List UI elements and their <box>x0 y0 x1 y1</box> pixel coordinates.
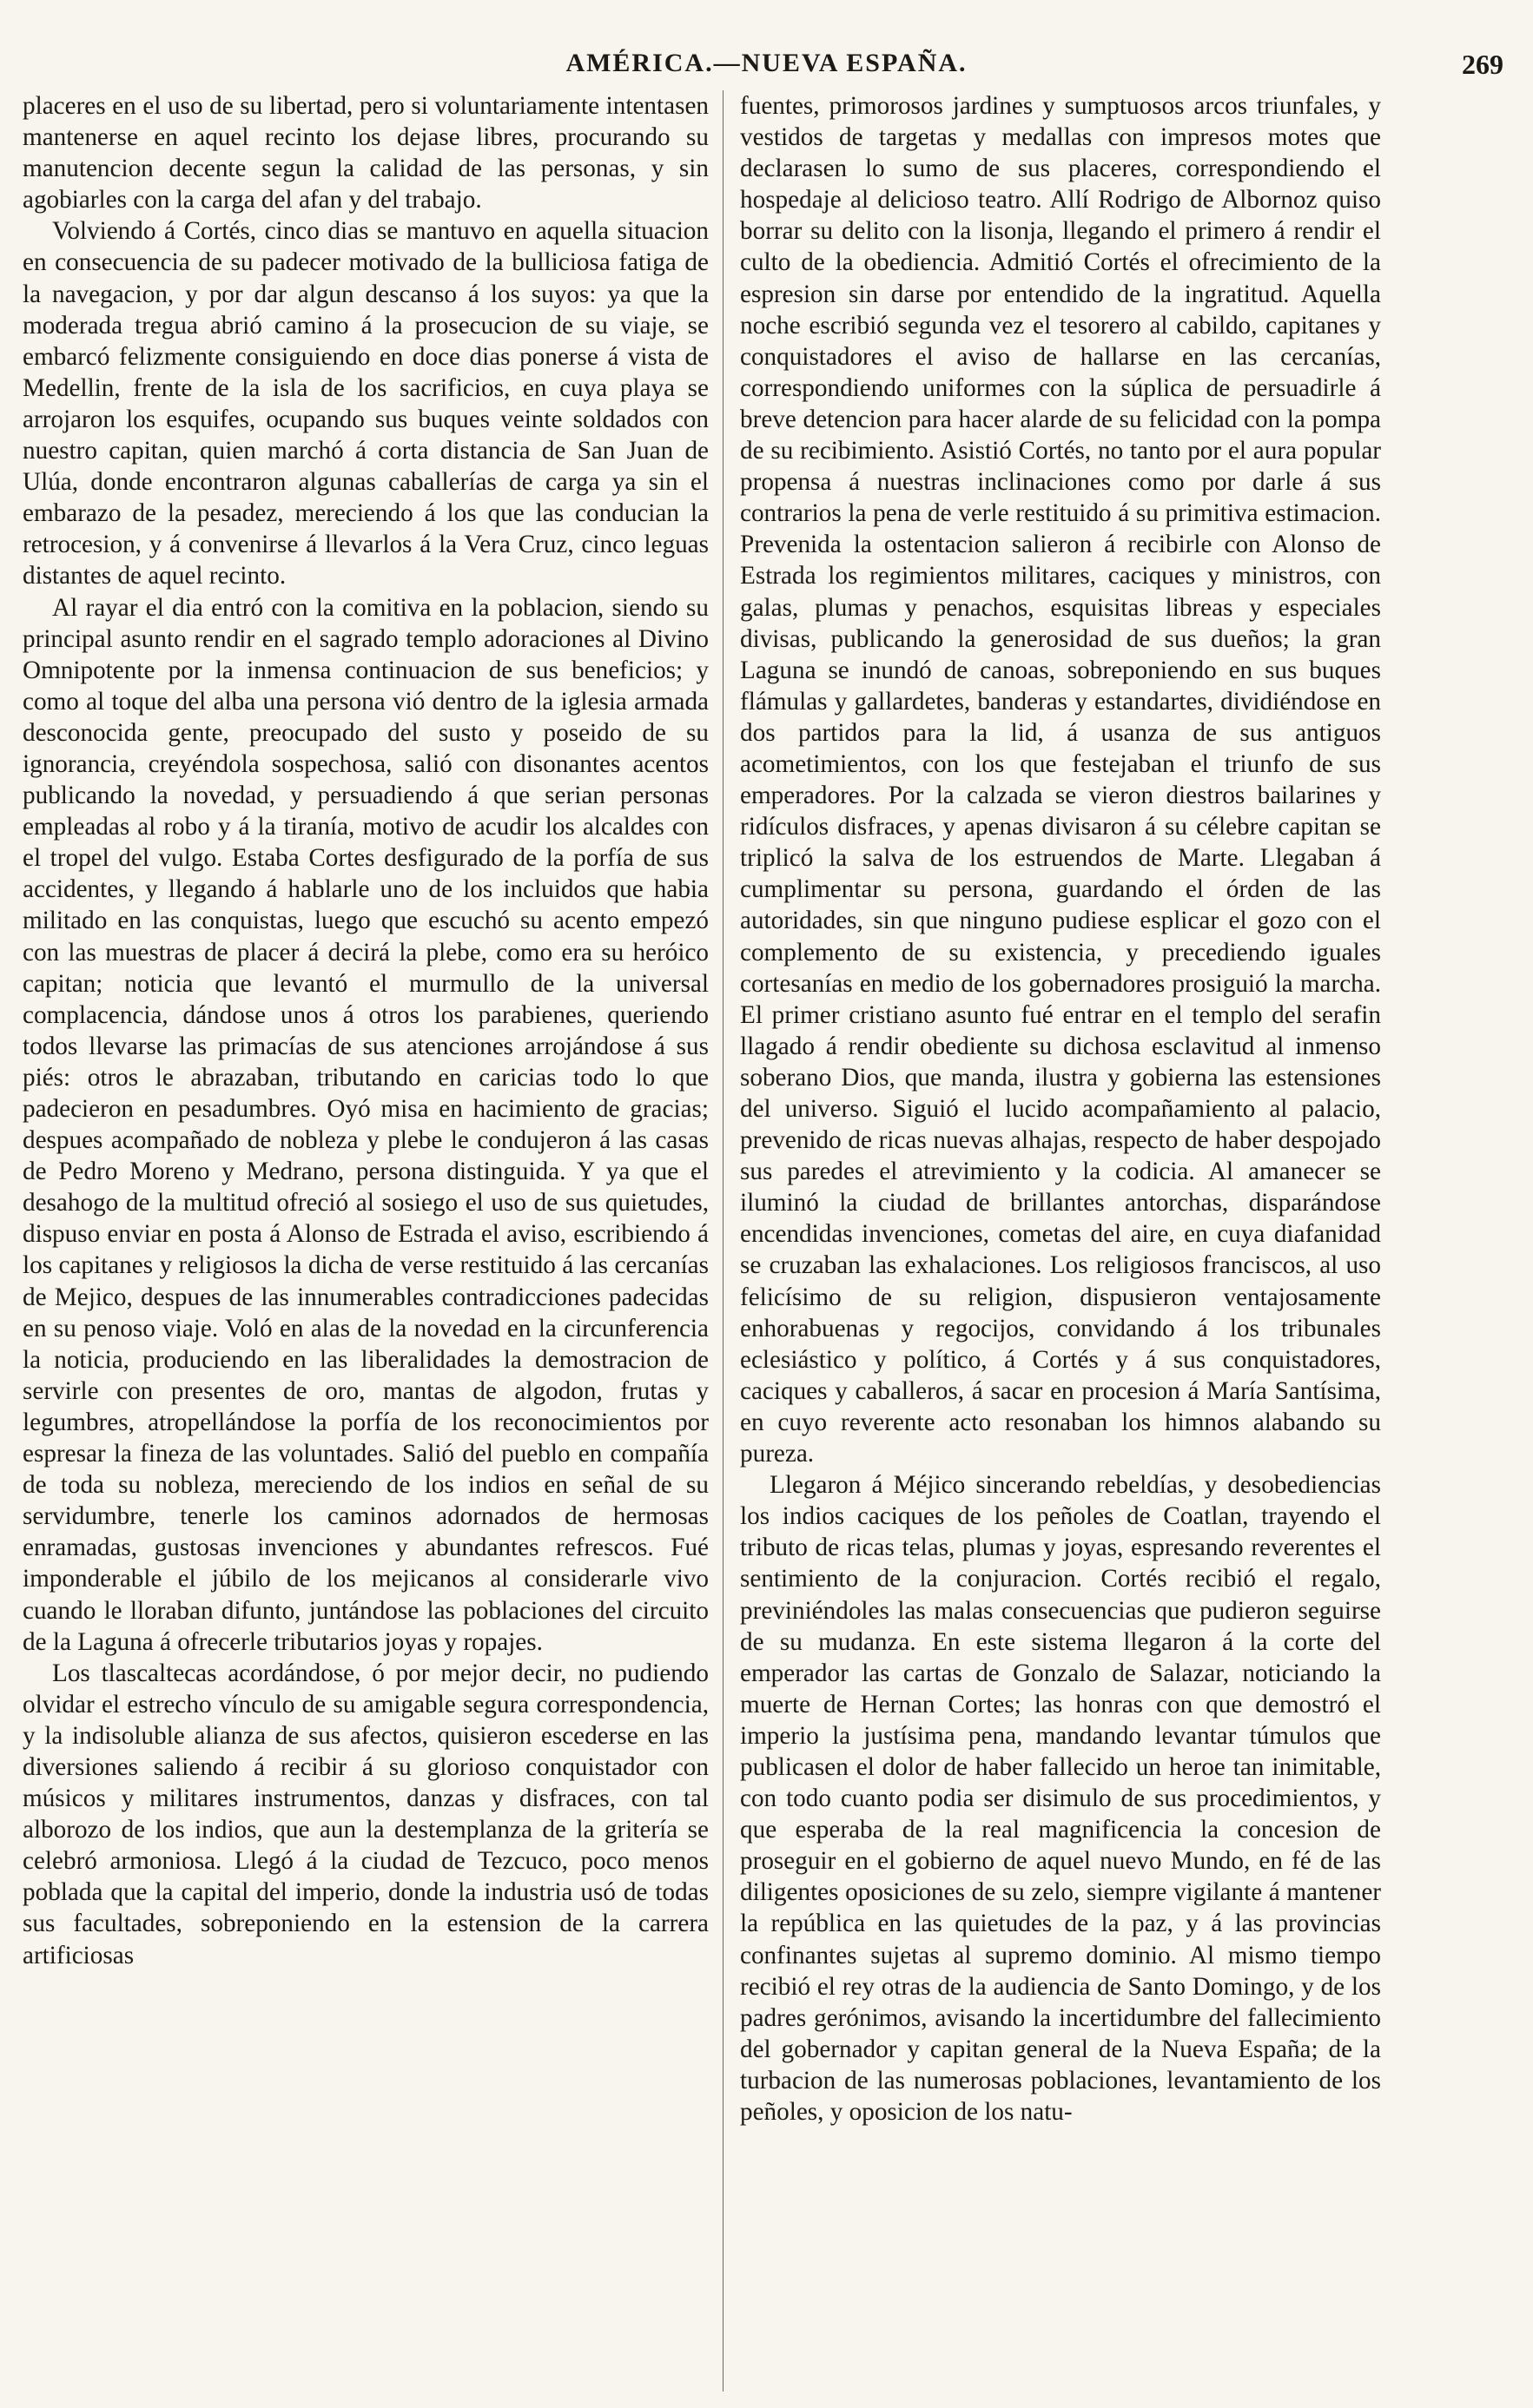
left-column <box>23 90 709 1971</box>
paragraph: placeres en el uso de su libertad, pero si voluntariamente intentasen mantenerse en aquel recinto los dejase libres, procurando su manutencion decente segun la calidad de las personas, y sin agobiarles con la carga del afan y del trabajo. <box>23 92 709 214</box>
paragraph: Los tlascaltecas acordándose, ó por mejor decir, no pudiendo olvidar el estrecho vínculo de su amigable segura correspondencia, y la indisoluble alianza de sus afectos, quisieron escederse en las diversiones saliendo á recibir á su glorioso conquistador con músicos y militares instrumentos, danzas y disfraces, con tal alborozo de los indios, que aun la destemplanza de la gritería se celebró armoniosa. Llegó á la ciudad de Tezcuco, poco menos poblada que la capital del imperio, donde la industria usó de todas sus facultades, sobreponiendo en la estension de la carrera artificiosas <box>23 1659 709 1969</box>
paragraph: Al rayar el dia entró con la comitiva en la poblacion, siendo su principal asunto rendir en el sagrado templo adoraciones al Divino Omnipotente por la inmensa continuacion de sus beneficios; y como al toque del alba una persona vió dentro de la iglesia armada desconocida gente, preocupado del susto y poseido de su ignorancia, creyéndola sospechosa, salió con disonantes acentos publicando la novedad, y persuadiendo á que serian personas empleadas al robo y á la tiranía, motivo de acudir los alcaldes con el tropel del vulgo. Estaba Cortes desfigurado de la porfía de sus accidentes, y llegando á hablarle uno de los incluidos que habia militado en las conquistas, luego que escuchó su acento empezó con las muestras de placer á decirá la plebe, como era su heróico capitan; noticia que levantó el murmullo de la universal complacencia, dándose unos á otros los parabienes, queriendo todos llevarse las primacías de sus atenciones arrojándose á sus piés: otros le abrazaban, tributando en caricias todo lo que padecieron en pesadumbres. Oyó misa en hacimiento de gracias; despues acompañado de nobleza y plebe le condujeron á las casas de Pedro Moreno y Medrano, persona distinguida. Y ya que el desahogo de la multitud ofreció al sosiego el uso de sus quietudes, dispuso enviar en posta á Alonso de Estrada el aviso, escribiendo á los capitanes y religiosos la dicha de verse restituido á las cercanías de Mejico, despues de las innumerables contradicciones padecidas en su penoso viaje. Voló en alas de la novedad en la circunferencia la noticia, produciendo en las liberalidades la demostracion de servirle con presentes de oro, mantas de algodon, frutas y legumbres, atropellándose la porfía de los reconocimientos por espresar la fineza de las voluntades. Salió del pueblo en compañía de toda su nobleza, mereciendo de los indios en señal de su servidumbre, tenerle los caminos adornados de hermosas enramadas, gustosas invenciones y abundantes refrescos. Fué imponderable el júbilo de los mejicanos al considerarle vivo cuando le lloraban difunto, juntándose las poblaciones del circuito de la Laguna á ofrecerle tributarios joyas y ropajes. <box>23 593 709 1656</box>
page-number: 269 <box>1462 49 1503 80</box>
paragraph: Llegaron á Méjico sincerando rebeldías, y desobediencias los indios caciques de los peñoles de Coatlan, trayendo el tributo de ricas telas, plumas y joyas, espresando reverentes el sentimiento de la conjuracion. Cortés recibió el regalo, previniéndoles las malas consecuencias que pudieron seguirse de su mudanza. En este sistema llegaron á la corte del emperador las cartas de Gonzalo de Salazar, noticiando la muerte de Hernan Cortes; las honras con que demostró el imperio la justísima pena, mandando levantar túmulos que publicasen el dolor de haber fallecido un heroe tan inimitable, con todo cuanto podia ser disimulo de sus procedimientos, y que esperaba de la real magnificencia la concesion de proseguir en el gobierno de aquel nuevo Mundo, en fé de las diligentes oposiciones de su zelo, siempre vigilante á mantener la república en las quietudes de la paz, y á las provincias confinantes sujetas al supremo dominio. Al mismo tiempo recibió el rey otras de la audiencia de Santo Domingo, y de los padres gerónimos, avisando la incertidumbre del fallecimiento del gobernador y capitan general de la Nueva España; de la turbacion de las numerosas poblaciones, levantamiento de los peñoles, y oposicion de los natu- <box>740 1471 1381 2126</box>
paragraph: Volviendo á Cortés, cinco dias se mantuvo en aquella situacion en consecuencia de su padecer motivado de la bulliciosa fatiga de la navegacion, y por dar algun descanso á los suyos: ya que la moderada tregua abrió camino á la prosecucion de su viaje, se embarcó felizmente consiguiendo en doce dias ponerse á vista de Medellin, frente de la isla de los sacrificios, en cuya playa se arrojaron los esquifes, ocupando sus buques veinte soldados con nuestro capitan, quien marchó á corta distancia de San Juan de Ulúa, donde encontraron algunas caballerías de carga ya sin el embarazo de la pesadez, mereciendo á los que las conducian la retrocesion, y á convenirse á llevarlos á la Vera Cruz, cinco leguas distantes de aquel recinto. <box>23 217 709 590</box>
column-divider <box>723 90 724 2392</box>
right-column <box>740 90 1381 2128</box>
running-header <box>0 49 1533 87</box>
paragraph: fuentes, primorosos jardines y sumptuosos arcos triunfales, y vestidos de targetas y medallas con impresos motes que declarasen lo sumo de sus placeres, correspondiendo el hospedaje al delicioso teatro. Allí Rodrigo de Albornoz quiso borrar su delito con la lisonja, llegando el primero á rendir el culto de la obediencia. Admitió Cortés el ofrecimiento de la espresion sin darse por entendido de la ingratitud. Aquella noche escribió segunda vez el tesorero al cabildo, capitanes y conquistadores el aviso de hallarse en las cercanías, correspondiendo uniformes con la súplica de persuadirle á breve detencion para hacer alarde de su felicidad con la pompa de su recibimiento. Asistió Cortés, no tanto por el aura popular propensa á nuestras inclinaciones como por darle á sus contrarios la pena de verle restituido á su primitiva estimacion. Prevenida la ostentacion salieron á recibirle con Alonso de Estrada los regimientos militares, caciques y ministros, con galas, plumas y penachos, esquisitas libreas y especiales divisas, publicando la generosidad de sus dueños; la gran Laguna se inundó de canoas, sobreponiendo en sus buques flámulas y gallardetes, banderas y estandartes, dividiéndose en dos partidos para la lid, á usanza de sus antiguos acometimientos, con los que festejaban el triunfo de sus emperadores. Por la calzada se vieron diestros bailarines y ridículos disfraces, y apenas divisaron á su célebre capitan se triplicó la salva de los estruendos de Marte. Llegaban á cumplimentar su persona, guardando el órden de las autoridades, sin que ninguno pudiese esplicar el gozo con el complemento de su existencia, y precediendo iguales cortesanías en medio de los gobernadores prosiguió la marcha. El primer cristiano asunto fué entrar en el templo del serafin llagado á rendir obediente su dichosa esclavitud al inmenso soberano Dios, que manda, ilustra y gobierna las estensiones del universo. Siguió el lucido acompañamiento al palacio, prevenido de ricas nuevas alhajas, respecto de haber despojado sus paredes el atrevimiento y la codicia. Al amanecer se iluminó la ciudad de brillantes antorchas, disparándose encendidas invenciones, cometas del aire, en cuya diafanidad se cruzaban las exhalaciones. Los religiosos franciscos, al uso felicísimo de su religion, dispusieron ventajosamente enhorabuenas y regocijos, convidando á los tribunales eclesiástico y político, á Cortés y á sus conquistadores, caciques y caballeros, á sacar en procesion á María Santísima, en cuyo reverente acto resonaban los himnos alabando su pureza. <box>740 92 1381 1468</box>
running-title: AMÉRICA.—NUEVA ESPAÑA. <box>565 49 968 77</box>
